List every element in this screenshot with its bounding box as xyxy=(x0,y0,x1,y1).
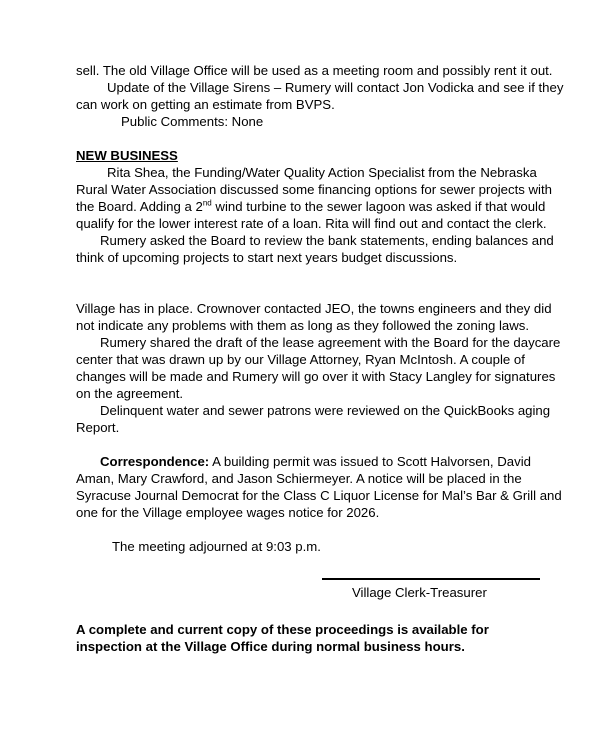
correspondence-text: A building permit was issued to Scott Halvorsen, David Aman, Mary Crawford, and Jason Schiermeyer. A notice will be placed in the Syracuse Journal Democrat for the Class C Liquor License for Mal’s Bar & Grill and one for the Village employee wages notice for 2026. xyxy=(76,454,562,520)
rita-text-part2: wind turbine to the sewer lagoon was asked if that would qualify for the lower interest rate of a loan. Rita will find out and contact the clerk. xyxy=(76,199,547,231)
public-comments: Public Comments: None xyxy=(121,114,264,129)
paragraph-correspondence xyxy=(76,453,568,521)
new-business-heading: NEW BUSINESS xyxy=(76,148,178,163)
paragraph-adjourned: The meeting adjourned at 9:03 p.m. xyxy=(112,539,321,554)
paragraph-lease: Rumery shared the draft of the lease agreement with the Board for the daycare center that was drawn up by our Village Attorney, Ryan McIntosh. A couple of changes will be made and Rumery will go over it with Stacy Langley for signatures on the agreement. xyxy=(76,335,561,401)
paragraph-sirens: Update of the Village Sirens – Rumery will contact Jon Vodicka and see if they can work on getting an estimate from BVPS. xyxy=(76,80,564,112)
availability-notice: A complete and current copy of these proceedings is available for inspection at the Village Office during normal business hours. xyxy=(76,622,489,654)
paragraph-delinquent: Delinquent water and sewer patrons were reviewed on the QuickBooks aging Report. xyxy=(76,403,551,435)
signature-title: Village Clerk-Treasurer xyxy=(352,585,487,600)
rita-text-part1: Rita Shea, the Funding/Water Quality Action Specialist from the Nebraska Rural Water Association discussed some financing options for sewer projects with the Board. Adding a 2 xyxy=(76,165,552,214)
document-page xyxy=(76,62,568,655)
paragraph-rita-shea xyxy=(76,164,568,232)
correspondence-label: Correspondence: xyxy=(100,454,210,469)
paragraph-village: Village has in place. Crownover contacted JEO, the towns engineers and they did not indicate any problems with them as long as they followed the zoning laws. xyxy=(76,301,552,333)
rita-superscript: nd xyxy=(202,198,212,208)
signature-line xyxy=(322,578,540,580)
paragraph-bank-statements: Rumery asked the Board to review the bank statements, ending balances and think of upcoming projects to start next years budget discussions. xyxy=(76,233,554,265)
paragraph-intro: sell. The old Village Office will be used as a meeting room and possibly rent it out. xyxy=(76,63,553,78)
